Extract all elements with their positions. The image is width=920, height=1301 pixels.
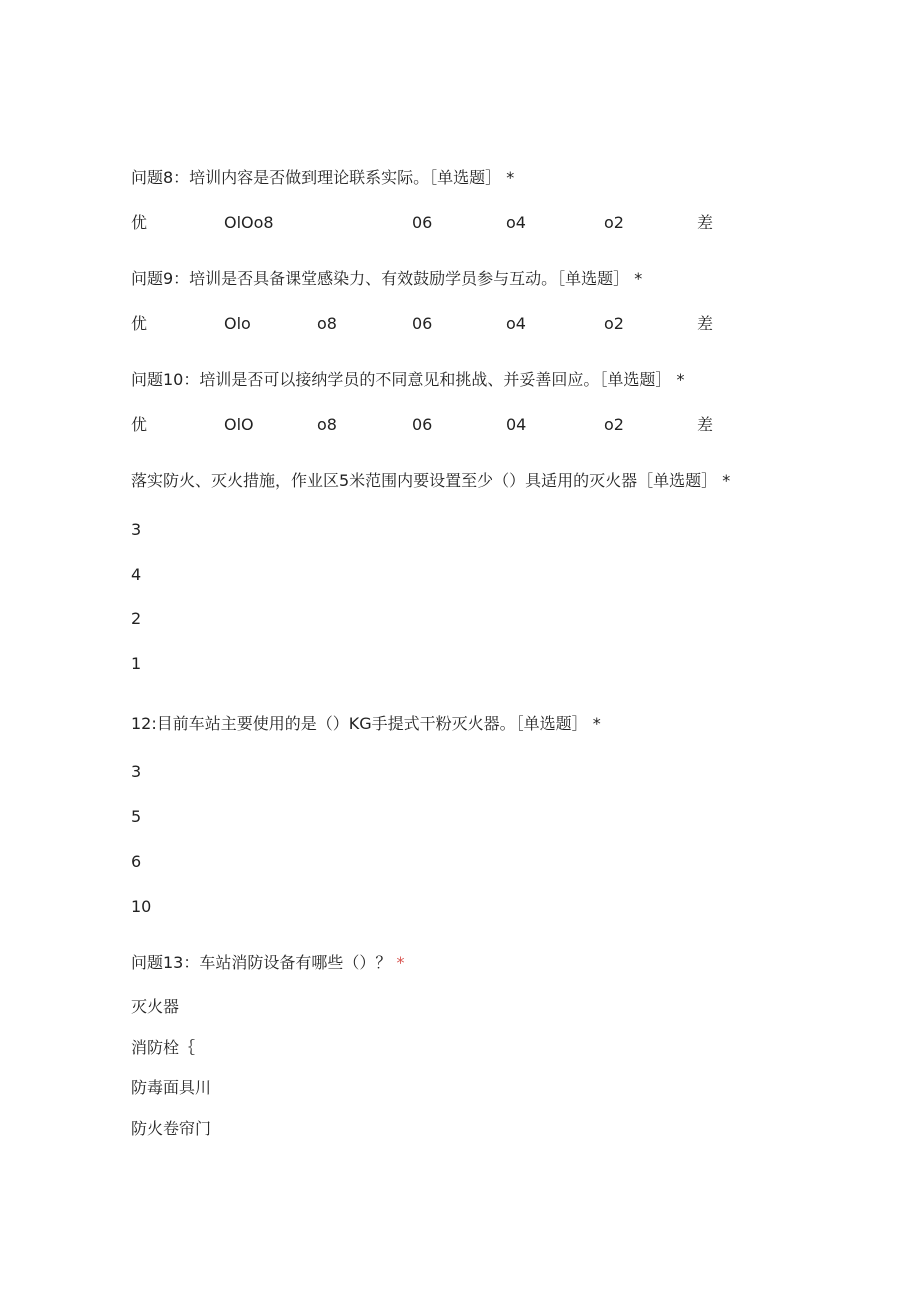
question-10-title [131, 370, 684, 390]
choice-option[interactable]: 1 [131, 654, 142, 673]
question-11-title [131, 471, 730, 491]
scale-label-worst: 差 [697, 314, 714, 333]
choice-option[interactable]: 2 [131, 609, 142, 628]
question-8-rating-scale [0, 213, 920, 233]
rating-option[interactable]: o2 [604, 415, 624, 434]
choice-option[interactable]: 5 [131, 807, 142, 826]
question-text: 12:目前车站主要使用的是（）KG手提式干粉灭火器。［单选题］ [131, 714, 588, 733]
question-8-title [131, 168, 514, 188]
checkbox-option[interactable]: 防毒面具川 [131, 1078, 212, 1097]
rating-option[interactable]: o8 [317, 314, 337, 333]
rating-option[interactable]: Olo [224, 314, 251, 333]
required-asterisk: * [592, 714, 601, 733]
question-text: 落实防火、灭火措施，作业区5米范围内要设置至少（）具适用的灭火器［单选题］ [131, 471, 718, 490]
question-13-title [131, 953, 404, 973]
rating-option[interactable]: 06 [412, 415, 433, 434]
rating-option[interactable]: o2 [604, 314, 624, 333]
question-10-rating-scale [0, 415, 920, 435]
rating-option[interactable]: OlOo8 [224, 213, 274, 232]
scale-label-worst: 差 [697, 213, 714, 232]
rating-option[interactable]: o4 [506, 213, 526, 232]
question-12-title [131, 714, 601, 734]
rating-option[interactable]: 06 [412, 213, 433, 232]
required-asterisk: * [676, 370, 685, 389]
question-9-rating-scale [0, 314, 920, 334]
required-asterisk: * [722, 471, 731, 490]
rating-option[interactable]: o8 [317, 415, 337, 434]
choice-option[interactable]: 4 [131, 565, 142, 584]
scale-label-best: 优 [131, 213, 148, 232]
rating-option[interactable]: o4 [506, 314, 526, 333]
choice-option[interactable]: 10 [131, 897, 152, 916]
checkbox-option[interactable]: 灭火器 [131, 997, 180, 1016]
choice-option[interactable]: 3 [131, 520, 142, 539]
scale-label-worst: 差 [697, 415, 714, 434]
checkbox-option[interactable]: 防火卷帘门 [131, 1119, 212, 1138]
scale-label-best: 优 [131, 415, 148, 434]
question-text: 问题10：培训是否可以接纳学员的不同意见和挑战、并妥善回应。［单选题］ [131, 370, 672, 389]
rating-option[interactable]: 04 [506, 415, 527, 434]
rating-option[interactable]: OlO [224, 415, 254, 434]
question-text: 问题8：培训内容是否做到理论联系实际。［单选题］ [131, 168, 502, 187]
question-text: 问题9：培训是否具备课堂感染力、有效鼓励学员参与互动。［单选题］ [131, 269, 630, 288]
choice-option[interactable]: 3 [131, 762, 142, 781]
checkbox-option[interactable]: 消防栓｛ [131, 1038, 196, 1057]
required-asterisk: * [396, 953, 405, 972]
question-9-title [131, 269, 642, 289]
question-text: 问题13：车站消防设备有哪些（）？ [131, 953, 392, 972]
choice-option[interactable]: 6 [131, 852, 142, 871]
required-asterisk: * [506, 168, 515, 187]
required-asterisk: * [634, 269, 643, 288]
rating-option[interactable]: o2 [604, 213, 624, 232]
scale-label-best: 优 [131, 314, 148, 333]
rating-option[interactable]: 06 [412, 314, 433, 333]
